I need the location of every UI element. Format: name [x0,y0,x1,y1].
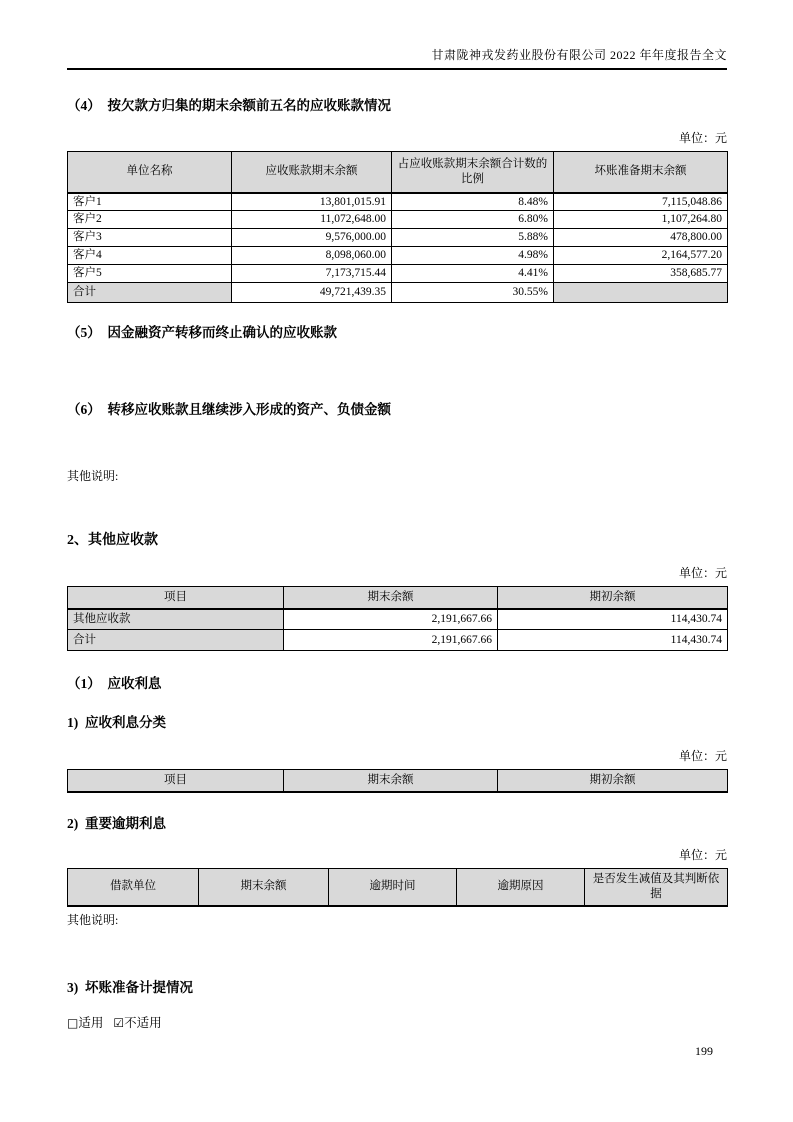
interest-classification-table [67,769,728,793]
unit-label-4: 单位：元 [678,847,727,862]
table-cell: 13,801,015.91 [232,193,392,211]
interest-receivable-heading: （1） 应收利息 [67,676,162,692]
document-header-title: 甘肃陇神戎发药业股份有限公司 2022 年年度报告全文 [431,48,727,62]
table-cell: 114,430.74 [498,630,728,651]
column-header: 项目 [68,770,284,792]
interest-classification-heading: 1) 应收利息分类 [67,715,166,731]
table-cell: 2,164,577.20 [554,247,728,265]
table-cell [554,283,728,303]
overdue-interest-table [67,868,728,908]
column-header: 项目 [68,587,284,609]
table-cell: 合计 [68,283,232,303]
table-cell: 客户1 [68,193,232,211]
table-row [68,247,728,265]
checkbox-checked-icon: ☑ [113,1016,125,1031]
column-header: 期初余额 [498,587,728,609]
unit-label-3: 单位：元 [678,749,727,764]
table-cell: 11,072,648.00 [232,211,392,229]
applicability-checkbox-row [67,1016,727,1031]
column-header: 坏账准备期末余额 [554,152,728,193]
column-header: 单位名称 [68,152,232,193]
section-6-heading: （6） 转移应收账款且继续涉入形成的资产、负债金额 [67,402,391,418]
table-cell: 客户4 [68,247,232,265]
column-header: 逾期原因 [457,868,585,906]
other-receivables-table [67,586,728,651]
table-cell: 2,191,667.66 [284,630,498,651]
column-header: 期初余额 [498,770,728,792]
applicable-label: 适用 [78,1016,104,1031]
table-header-row [68,152,728,193]
section-4-heading: （4） 按欠款方归集的期末余额前五名的应收账款情况 [67,98,391,113]
table-cell: 4.41% [392,265,554,283]
column-header: 逾期时间 [329,868,457,906]
table-row [68,229,728,247]
table-header-row [68,587,728,609]
column-header: 占应收账款期末余额合计数的比例 [392,152,554,193]
table-cell: 478,800.00 [554,229,728,247]
other-notes-label-2: 其他说明: [67,913,119,928]
table-header-row [68,770,728,792]
table-row [68,193,728,211]
table-row [68,211,728,229]
table-cell: 7,173,715.44 [232,265,392,283]
section-5-heading: （5） 因金融资产转移而终止确认的应收账款 [67,325,337,341]
table-row [68,283,728,303]
table-cell: 114,430.74 [498,609,728,630]
table-cell: 5.88% [392,229,554,247]
column-header: 期末余额 [199,868,329,906]
table-cell: 2,191,667.66 [284,609,498,630]
bad-debt-provision-heading: 3) 坏账准备计提情况 [67,980,193,996]
table-cell: 客户2 [68,211,232,229]
other-receivables-heading: 2、其他应收款 [67,533,158,549]
table-row [68,609,728,630]
table-cell: 30.55% [392,283,554,303]
table-header-row [68,868,728,906]
table-cell: 8,098,060.00 [232,247,392,265]
column-header: 期末余额 [284,770,498,792]
table-cell: 358,685.77 [554,265,728,283]
table-cell: 7,115,048.86 [554,193,728,211]
top5-receivables-table [67,151,728,303]
column-header: 借款单位 [68,868,199,906]
other-notes-label-1: 其他说明: [67,469,119,484]
unit-label-1: 单位：元 [678,131,727,145]
table-cell: 4.98% [392,247,554,265]
unit-label-2: 单位：元 [678,566,727,581]
table-cell: 9,576,000.00 [232,229,392,247]
table-cell: 合计 [68,630,284,651]
overdue-interest-heading: 2) 重要逾期利息 [67,815,166,831]
checkbox-unchecked-icon: □ [67,1016,79,1031]
table-row [68,630,728,651]
column-header: 期末余额 [284,587,498,609]
not-applicable-label: 不适用 [124,1016,162,1031]
table-cell: 8.48% [392,193,554,211]
table-cell: 6.80% [392,211,554,229]
table-cell: 1,107,264.80 [554,211,728,229]
table-cell: 客户5 [68,265,232,283]
header-divider-rule [67,68,727,70]
table-row [68,265,728,283]
page-number: 199 [695,1044,713,1059]
table-cell: 49,721,439.35 [232,283,392,303]
column-header: 应收账款期末余额 [232,152,392,193]
table-cell: 客户3 [68,229,232,247]
not-applicable-option [113,1016,161,1030]
column-header: 是否发生减值及其判断依据 [585,868,728,906]
applicable-option [67,1016,103,1030]
table-cell: 其他应收款 [68,609,284,630]
